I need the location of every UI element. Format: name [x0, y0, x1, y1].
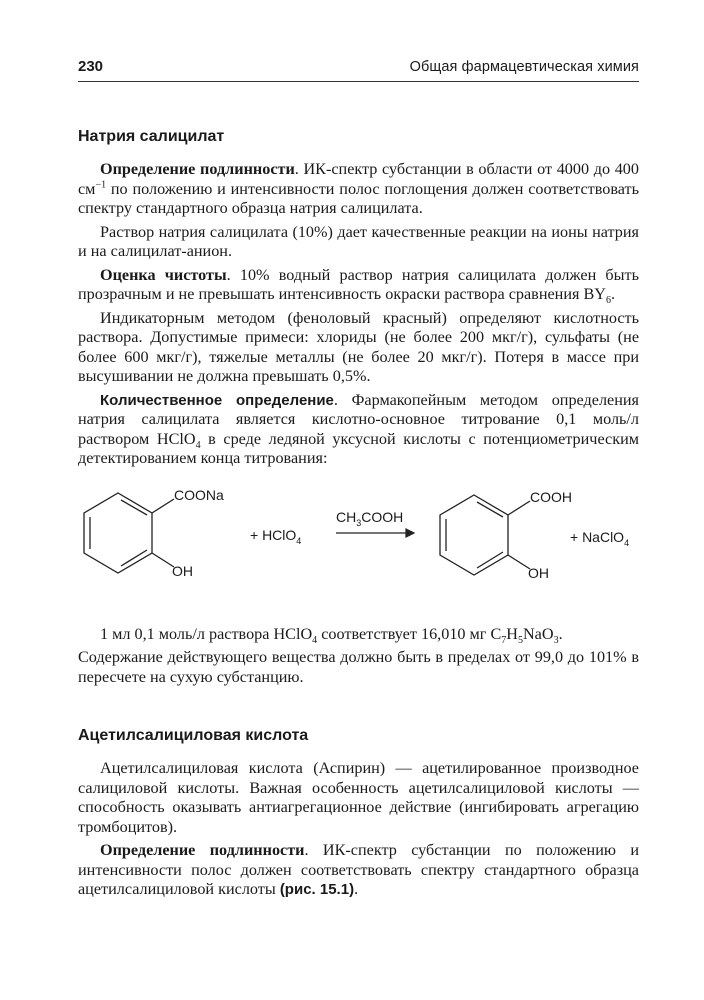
run-in-heading: Определение подлинности: [100, 841, 305, 859]
product-cooh-label: COOH: [530, 488, 572, 505]
reaction-arrow: [336, 529, 414, 537]
solvent-label: $CH_3COOH$: [336, 508, 404, 528]
reactant-coona-label: COONa: [174, 486, 224, 503]
book-page: [78, 58, 639, 900]
section-body-sodium-salicylate: [78, 160, 639, 469]
section-title-acetylsalicylic-acid: Ацетилсалициловая кислота: [78, 727, 309, 744]
run-in-heading: Определение подлинности: [100, 160, 295, 178]
run-in-heading: Количественное определение: [100, 391, 334, 409]
assay-equivalence-block: [78, 625, 639, 688]
byproduct-label: + NaClO$_4$: [570, 528, 630, 548]
figure-reference-link[interactable]: (рис. 15.1): [279, 881, 355, 898]
reaction-scheme: [78, 483, 639, 593]
paragraph-qualitative-reactions: Раствор натрия салицилата (10%) дает качественные реакции на ионы натрия и на салицилат-анион.: [78, 222, 639, 260]
benzene-ring-product: [440, 495, 530, 575]
benzene-ring-reactant: [84, 493, 174, 573]
paragraph-acidity-impurities: Индикаторным методом (феноловый красный) определяют кислотность раствора. Допустимые примеси: хлориды (не более 200 мкг/г), сульфаты (не более 600 мкг/г), тяжелые металлы (не более 20 мкг/г). Потеря в массе при высушивании не должна превышать 0,5%.: [78, 308, 639, 385]
section-title-sodium-salicylate: Натрия салицилат: [78, 128, 225, 145]
reagent-label: + HClO$_4$: [250, 526, 302, 546]
running-title: Общая фармацевтическая химия: [409, 59, 639, 75]
paragraph-content-limits: Содержание действующего вещества должно быть в пределах от 99,0 до 101% в пересчете на сухую субстанцию.: [78, 648, 639, 686]
page-number: 230: [78, 58, 104, 75]
paragraph-aspirin-intro: Ацетилсалициловая кислота (Аспирин) — ацетилированное производное салициловой кислоты. Важная особенность ацетилсалициловой кислоты — способность оказывать антиагрегационное действие (ингибировать агрегацию тромбоцитов).: [78, 759, 639, 836]
reactant-oh-label: OH: [172, 562, 193, 579]
paragraph-identity: Определение подлинности. ИК-спектр субстанции в области от 4000 до 400 $см^{-1}$ по положению и интенсивности полос поглощения должен соответствовать спектру стандартного образца натрия салицилата.: [78, 160, 639, 217]
running-header: [78, 58, 639, 82]
paragraph-assay: Количественное определение. Фармакопейным методом определения натрия салицилата является кислотно-основное титрование 0,1 моль/л раствором HClO$_4$ в среде ледяной уксусной кислоты с потенциометрическим детектированием конца титрования:: [78, 390, 639, 467]
paragraph-purity: Оценка чистоты. 10% водный раствор натрия салицилата должен быть прозрачным и не превышать интенсивность окраски раствора сравнения $BY_6$.: [78, 265, 639, 307]
paragraph-equivalence: 1 мл 0,1 моль/л раствора HClO$_4$ соответствует 16,010 мг $C_7H_5NaO_3$.: [100, 624, 563, 646]
run-in-heading: Оценка чистоты: [100, 265, 227, 284]
paragraph-aspirin-identity: Определение подлинности. ИК-спектр субстанции по положению и интенсивности полос должен соответствовать спектру стандартного образца ацетилсалициловой кислоты (рис. 15.1).: [78, 841, 639, 898]
section-body-acetylsalicylic-acid: [78, 759, 639, 900]
product-oh-label: OH: [528, 564, 549, 581]
